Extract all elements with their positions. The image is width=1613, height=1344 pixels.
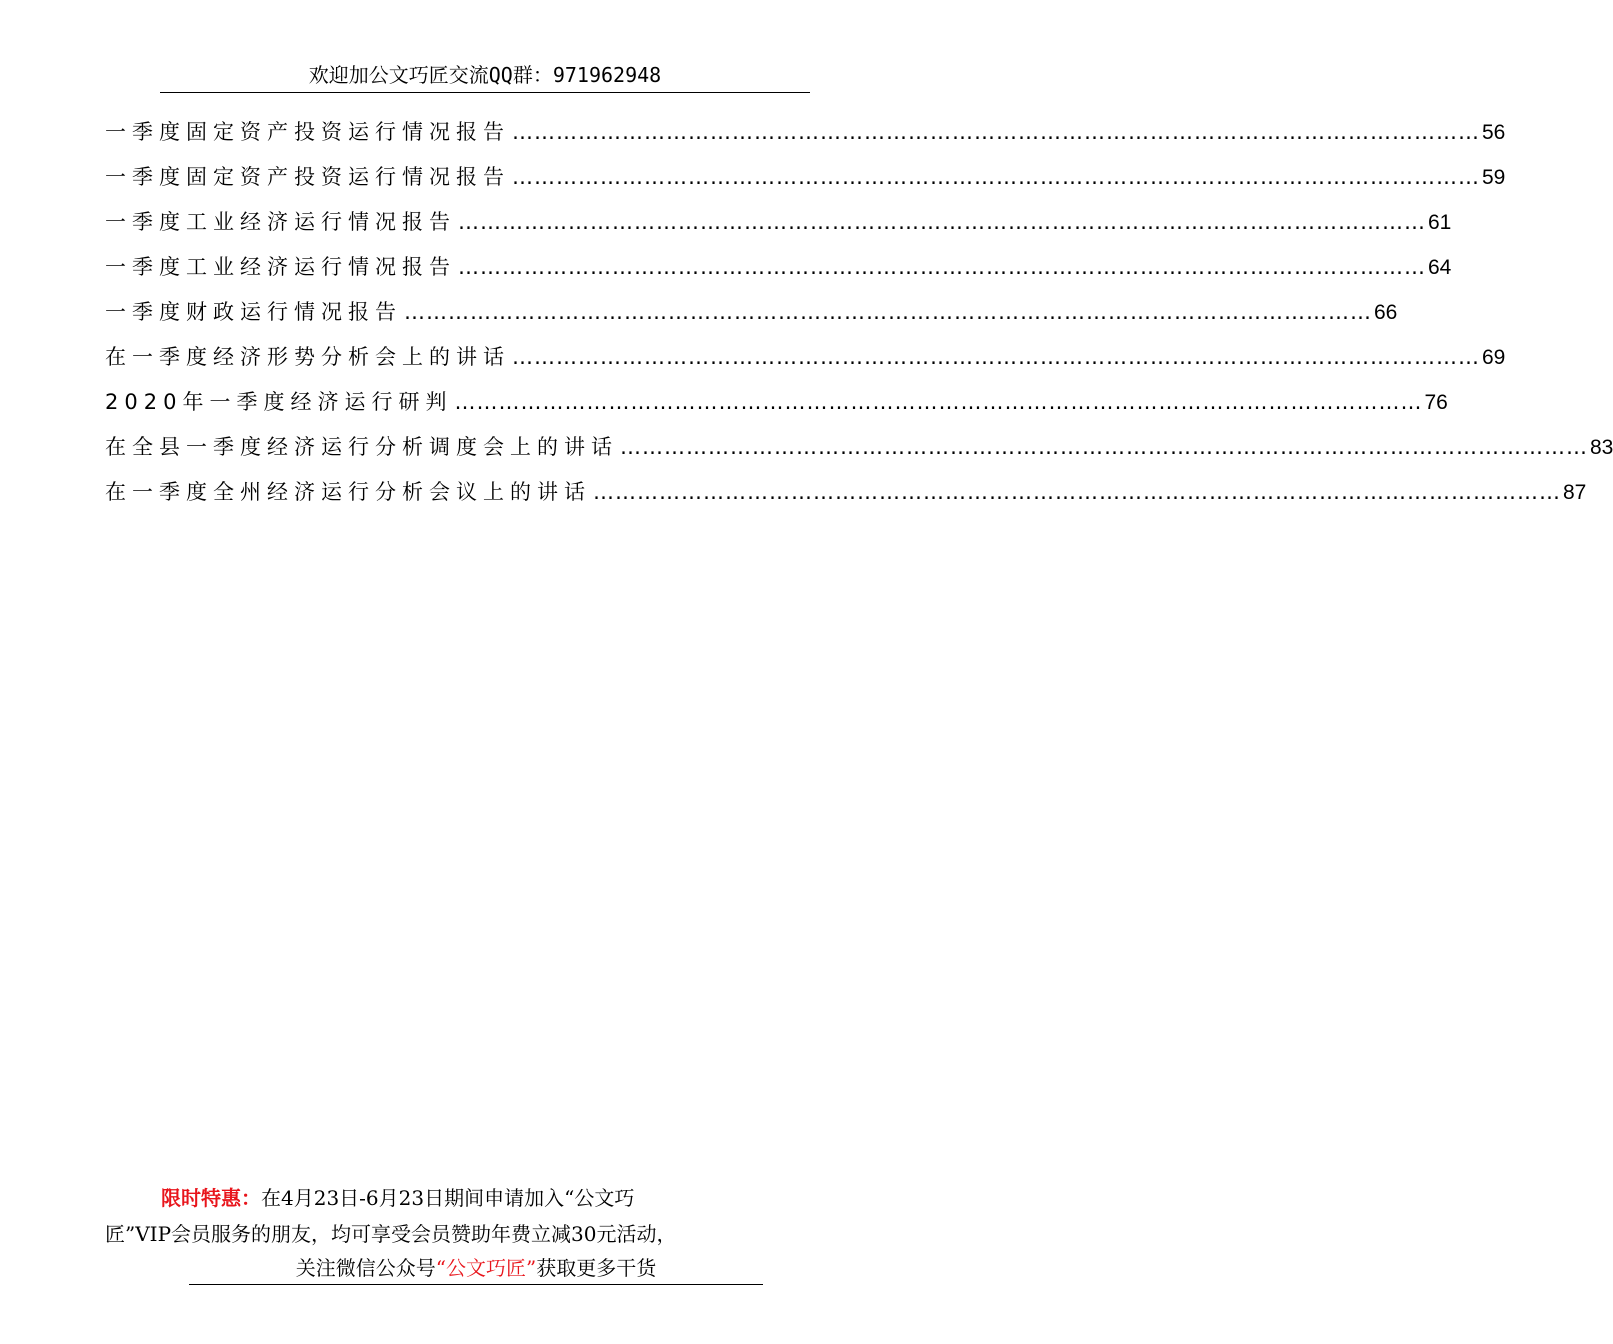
toc-entry-title: 一季度固定资产投资运行情况报告 [105,120,510,144]
promo-line-2: 匠”VIP会员服务的朋友，均可享受会员赞助年费立减30元活动， [105,1222,677,1246]
toc-entry-page: 66 [1374,301,1398,324]
toc-leader-dots: …………………………………………………………………………………………………………………… [593,480,1561,504]
promo-line-1-text: 在4月23日-6月23日期间申请加入“公文巧 [261,1186,635,1210]
toc-entry[interactable] [105,116,1506,161]
promo-line-3-prefix: 关注微信公众号 [295,1256,436,1280]
toc-entry[interactable] [105,206,1452,251]
toc-entry-title: 一季度工业经济运行情况报告 [105,210,456,234]
toc-leader-dots: …………………………………………………………………………………………………………………… [404,300,1372,324]
toc-entry-page: 59 [1482,166,1506,189]
toc-entry[interactable] [105,296,1398,341]
toc-entry-page: 83 [1590,436,1613,459]
header-text: 欢迎加公文巧匠交流QQ群：971962948 [308,63,662,87]
toc-leader-dots: …………………………………………………………………………………………………………………… [512,120,1480,144]
toc-leader-dots: …………………………………………………………………………………………………………………… [512,165,1480,189]
toc-entry[interactable] [105,476,1587,521]
page-header [160,60,810,93]
table-of-contents [105,116,1613,521]
toc-entry-page: 64 [1428,256,1452,279]
toc-entry-title: 一季度财政运行情况报告 [105,300,402,324]
promo-line-3-suffix: 获取更多干货 [536,1256,657,1280]
toc-entry[interactable] [105,161,1506,206]
toc-entry[interactable] [105,431,1613,476]
toc-entry-title: 2020年一季度经济运行研判 [105,390,453,414]
toc-entry-title: 一季度固定资产投资运行情况报告 [105,165,510,189]
toc-leader-dots: …………………………………………………………………………………………………………………… [458,210,1426,234]
toc-entry-title: 在一季度经济形势分析会上的讲话 [105,345,510,369]
toc-leader-dots: …………………………………………………………………………………………………………………… [620,435,1588,459]
toc-entry[interactable] [105,341,1506,386]
toc-entry-page: 69 [1482,346,1506,369]
toc-entry-page: 56 [1482,121,1506,144]
promo-account-name: “公文巧匠” [435,1256,537,1280]
toc-entry[interactable] [105,386,1448,431]
toc-leader-dots: …………………………………………………………………………………………………………………… [458,255,1426,279]
toc-leader-dots: …………………………………………………………………………………………………………………… [512,345,1480,369]
toc-leader-dots: …………………………………………………………………………………………………………………… [454,390,1423,414]
promo-label: 限时特惠： [161,1186,261,1210]
toc-entry-title: 在全县一季度经济运行分析调度会上的讲话 [105,435,618,459]
toc-entry-title: 一季度工业经济运行情况报告 [105,255,456,279]
toc-entry[interactable] [105,251,1452,296]
promo-footer [105,1180,847,1285]
toc-entry-title: 在一季度全州经济运行分析会议上的讲话 [105,480,591,504]
promo-line-1 [105,1180,847,1216]
toc-entry-page: 87 [1563,481,1587,504]
toc-entry-page: 76 [1424,391,1448,414]
toc-entry-page: 61 [1428,211,1452,234]
promo-line-3 [189,1252,763,1285]
